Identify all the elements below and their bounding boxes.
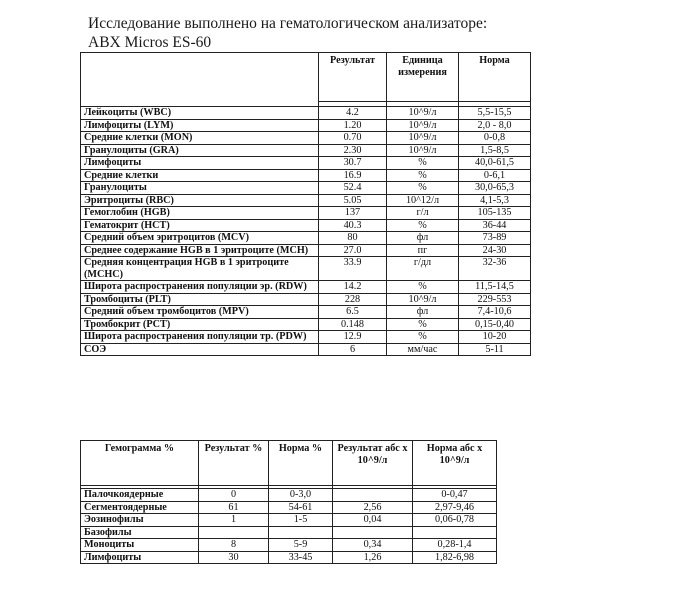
header-hemogram: Гемограмма % bbox=[81, 441, 199, 486]
unit-value: г/л bbox=[387, 207, 459, 220]
unit-value: г/дл bbox=[387, 257, 459, 281]
parameter-name: Лимфоциты (LYM) bbox=[81, 119, 319, 132]
result-value: 27.0 bbox=[319, 244, 387, 257]
norm-abs-value: 0,28-1,4 bbox=[413, 539, 497, 552]
norm-value: 2,0 - 8,0 bbox=[459, 119, 531, 132]
norm-value: 1,5-8,5 bbox=[459, 144, 531, 157]
cell-type-name: Палочкоядерные bbox=[81, 489, 199, 502]
parameter-name: Средний объем тромбоцитов (MPV) bbox=[81, 306, 319, 319]
norm-value: 4,1-5,3 bbox=[459, 194, 531, 207]
header-norm: Норма bbox=[459, 53, 531, 102]
norm-pct-value: 54-61 bbox=[269, 501, 333, 514]
hemogram-table-body bbox=[81, 486, 497, 564]
table-row bbox=[81, 539, 497, 552]
norm-abs-value: 0-0,47 bbox=[413, 489, 497, 502]
table-row bbox=[81, 551, 497, 564]
result-value: 80 bbox=[319, 232, 387, 245]
result-pct-value: 8 bbox=[199, 539, 269, 552]
header-unit: Единица измерения bbox=[387, 53, 459, 102]
parameter-name: Тромбокрит (РСТ) bbox=[81, 318, 319, 331]
cell-type-name: Сегментоядерные bbox=[81, 501, 199, 514]
unit-value: 10^9/л bbox=[387, 119, 459, 132]
norm-value: 105-135 bbox=[459, 207, 531, 220]
unit-value: % bbox=[387, 182, 459, 195]
table-row bbox=[81, 318, 531, 331]
result-value: 5.05 bbox=[319, 194, 387, 207]
result-abs-value bbox=[333, 489, 413, 502]
result-value: 12.9 bbox=[319, 331, 387, 344]
table-row bbox=[81, 119, 531, 132]
result-value: 40.3 bbox=[319, 219, 387, 232]
table-row bbox=[81, 132, 531, 145]
cell-type-name: Базофилы bbox=[81, 526, 199, 539]
table-row bbox=[81, 306, 531, 319]
norm-abs-value: 1,82-6,98 bbox=[413, 551, 497, 564]
cell-type-name: Эозинофилы bbox=[81, 514, 199, 527]
parameter-name: Лимфоциты bbox=[81, 157, 319, 170]
table-row bbox=[81, 169, 531, 182]
cell-type-name: Моноциты bbox=[81, 539, 199, 552]
table-row bbox=[81, 526, 497, 539]
norm-pct-value: 1-5 bbox=[269, 514, 333, 527]
result-value: 16.9 bbox=[319, 169, 387, 182]
norm-value: 229-553 bbox=[459, 293, 531, 306]
norm-value: 5,5-15,5 bbox=[459, 107, 531, 120]
table-row bbox=[81, 244, 531, 257]
result-value: 0.70 bbox=[319, 132, 387, 145]
table-row bbox=[81, 207, 531, 220]
norm-value: 5-11 bbox=[459, 343, 531, 356]
result-pct-value: 0 bbox=[199, 489, 269, 502]
table-row bbox=[81, 144, 531, 157]
parameter-name: Лейкоциты (WBC) bbox=[81, 107, 319, 120]
cell-type-name: Лимфоциты bbox=[81, 551, 199, 564]
unit-value: 10^9/л bbox=[387, 293, 459, 306]
table-row bbox=[81, 281, 531, 294]
norm-value: 73-89 bbox=[459, 232, 531, 245]
table-row bbox=[81, 331, 531, 344]
result-value: 6 bbox=[319, 343, 387, 356]
table-row bbox=[81, 514, 497, 527]
result-value: 52.4 bbox=[319, 182, 387, 195]
norm-value: 0,15-0,40 bbox=[459, 318, 531, 331]
unit-value: мм/час bbox=[387, 343, 459, 356]
parameter-name: Эритроциты (RBC) bbox=[81, 194, 319, 207]
result-abs-value: 1,26 bbox=[333, 551, 413, 564]
parameter-name: Гемоглобин (HGB) bbox=[81, 207, 319, 220]
result-pct-value: 61 bbox=[199, 501, 269, 514]
unit-value: 10^9/л bbox=[387, 132, 459, 145]
unit-value: % bbox=[387, 169, 459, 182]
result-value: 2.30 bbox=[319, 144, 387, 157]
table-header-row bbox=[81, 441, 497, 486]
parameter-name: Тромбоциты (PLT) bbox=[81, 293, 319, 306]
result-value: 0.148 bbox=[319, 318, 387, 331]
unit-value: % bbox=[387, 281, 459, 294]
header-result-pct: Результат % bbox=[199, 441, 269, 486]
result-value: 33.9 bbox=[319, 257, 387, 281]
unit-value: % bbox=[387, 331, 459, 344]
norm-value: 36-44 bbox=[459, 219, 531, 232]
header-blank bbox=[81, 53, 319, 102]
table-row bbox=[81, 257, 531, 281]
heading-line-1: Исследование выполнено на гематологическом анализаторе: bbox=[88, 15, 488, 32]
result-value: 30.7 bbox=[319, 157, 387, 170]
unit-value: 10^9/л bbox=[387, 107, 459, 120]
norm-value: 0-6,1 bbox=[459, 169, 531, 182]
norm-value: 10-20 bbox=[459, 331, 531, 344]
parameter-name: СОЭ bbox=[81, 343, 319, 356]
unit-value: 10^12/л bbox=[387, 194, 459, 207]
table-row bbox=[81, 501, 497, 514]
hemogram-table bbox=[80, 440, 497, 564]
heading-line-2: ABX Micros ES-60 bbox=[88, 34, 212, 51]
unit-value: фл bbox=[387, 306, 459, 319]
table-row bbox=[81, 232, 531, 245]
norm-pct-value bbox=[269, 526, 333, 539]
table-row bbox=[81, 107, 531, 120]
header-norm-pct: Норма % bbox=[269, 441, 333, 486]
table-row bbox=[81, 489, 497, 502]
norm-value: 0-0,8 bbox=[459, 132, 531, 145]
table-row bbox=[81, 219, 531, 232]
norm-value: 11,5-14,5 bbox=[459, 281, 531, 294]
table-header-row bbox=[81, 53, 531, 102]
norm-abs-value: 2,97-9,46 bbox=[413, 501, 497, 514]
unit-value: 10^9/л bbox=[387, 144, 459, 157]
norm-pct-value: 33-45 bbox=[269, 551, 333, 564]
result-pct-value: 30 bbox=[199, 551, 269, 564]
table-row bbox=[81, 343, 531, 356]
result-value: 4.2 bbox=[319, 107, 387, 120]
norm-pct-value: 5-9 bbox=[269, 539, 333, 552]
unit-value: фл bbox=[387, 232, 459, 245]
unit-value: пг bbox=[387, 244, 459, 257]
result-value: 6.5 bbox=[319, 306, 387, 319]
parameter-name: Гранулоциты bbox=[81, 182, 319, 195]
parameter-name: Средние клетки bbox=[81, 169, 319, 182]
parameter-name: Средние клетки (MON) bbox=[81, 132, 319, 145]
result-abs-value: 0,34 bbox=[333, 539, 413, 552]
unit-value: % bbox=[387, 318, 459, 331]
table-row bbox=[81, 293, 531, 306]
unit-value: % bbox=[387, 157, 459, 170]
results-table-body bbox=[81, 102, 531, 356]
unit-value: % bbox=[387, 219, 459, 232]
header-result-abs: Результат абс х 10^9/л bbox=[333, 441, 413, 486]
norm-abs-value bbox=[413, 526, 497, 539]
result-value: 14.2 bbox=[319, 281, 387, 294]
norm-value: 32-36 bbox=[459, 257, 531, 281]
parameter-name: Средняя концентрация HGB в 1 эритроците (МСНС) bbox=[81, 257, 319, 281]
norm-value: 30,0-65,3 bbox=[459, 182, 531, 195]
norm-abs-value: 0,06-0,78 bbox=[413, 514, 497, 527]
parameter-name: Гранулоциты (GRA) bbox=[81, 144, 319, 157]
norm-value: 7,4-10,6 bbox=[459, 306, 531, 319]
norm-pct-value: 0-3,0 bbox=[269, 489, 333, 502]
parameter-name: Широта распространения популяции тр. (PDW) bbox=[81, 331, 319, 344]
norm-value: 24-30 bbox=[459, 244, 531, 257]
parameter-name: Среднее содержание HGB в 1 эритроците (МСН) bbox=[81, 244, 319, 257]
table-row bbox=[81, 182, 531, 195]
parameter-name: Гематокрит (НСТ) bbox=[81, 219, 319, 232]
result-pct-value bbox=[199, 526, 269, 539]
header-norm-abs: Норма абс х 10^9/л bbox=[413, 441, 497, 486]
parameter-name: Средний объем эритроцитов (MCV) bbox=[81, 232, 319, 245]
document-heading bbox=[88, 14, 487, 52]
result-value: 137 bbox=[319, 207, 387, 220]
result-abs-value: 0,04 bbox=[333, 514, 413, 527]
result-pct-value: 1 bbox=[199, 514, 269, 527]
result-abs-value bbox=[333, 526, 413, 539]
table-row bbox=[81, 194, 531, 207]
parameter-name: Широта распространения популяции эр. (RDW) bbox=[81, 281, 319, 294]
header-result: Результат bbox=[319, 53, 387, 102]
result-abs-value: 2,56 bbox=[333, 501, 413, 514]
table-row bbox=[81, 157, 531, 170]
norm-value: 40,0-61,5 bbox=[459, 157, 531, 170]
result-value: 228 bbox=[319, 293, 387, 306]
result-value: 1.20 bbox=[319, 119, 387, 132]
hematology-results-table bbox=[80, 52, 531, 356]
